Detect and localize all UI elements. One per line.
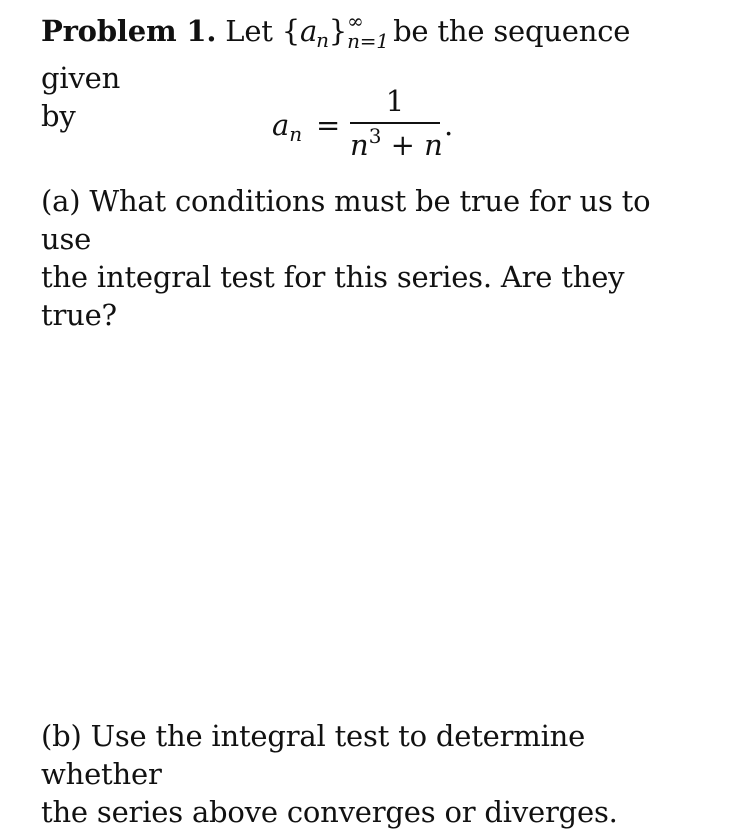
denominator-var: n: [424, 128, 443, 162]
intro-text-after: be the sequence given: [41, 14, 631, 95]
sequence-term-subscript: n: [316, 28, 329, 52]
denominator-exponent: 3: [368, 124, 382, 148]
equation-period: .: [444, 108, 454, 142]
sequence-brace-close: }: [328, 14, 348, 48]
part-b-line-1: (b) Use the integral test to determine whether: [41, 719, 586, 791]
part-b-question: [41, 717, 701, 831]
equation-equals-sign: =: [316, 108, 341, 142]
part-a-line-1: (a) What conditions must be true for us to use: [41, 184, 651, 256]
equation-lhs: [272, 108, 302, 146]
part-a-line-2: the integral test for this series. Are they true?: [41, 260, 625, 332]
intro-text-before: Let {: [225, 14, 301, 48]
fraction-numerator: 1: [385, 84, 405, 118]
fraction-denominator: [350, 124, 443, 162]
equation-lhs-subscript: n: [289, 122, 303, 146]
display-equation: [270, 84, 470, 164]
sequence-upper-limit: ∞: [347, 9, 364, 33]
problem-intro-line-2: by: [41, 99, 76, 133]
equation-fraction: [350, 84, 443, 164]
part-b-line-2: the series above converges or diverges.: [41, 795, 618, 829]
denominator-plus: +: [381, 128, 425, 162]
denominator-base: n: [350, 128, 369, 162]
sequence-term: a: [300, 14, 318, 48]
sequence-lower-limit: n=1: [347, 29, 389, 53]
sequence-index-range: [347, 9, 393, 53]
equation-lhs-var: a: [272, 108, 290, 142]
part-a-question: [41, 182, 701, 334]
problem-heading: Problem 1.: [41, 14, 217, 48]
